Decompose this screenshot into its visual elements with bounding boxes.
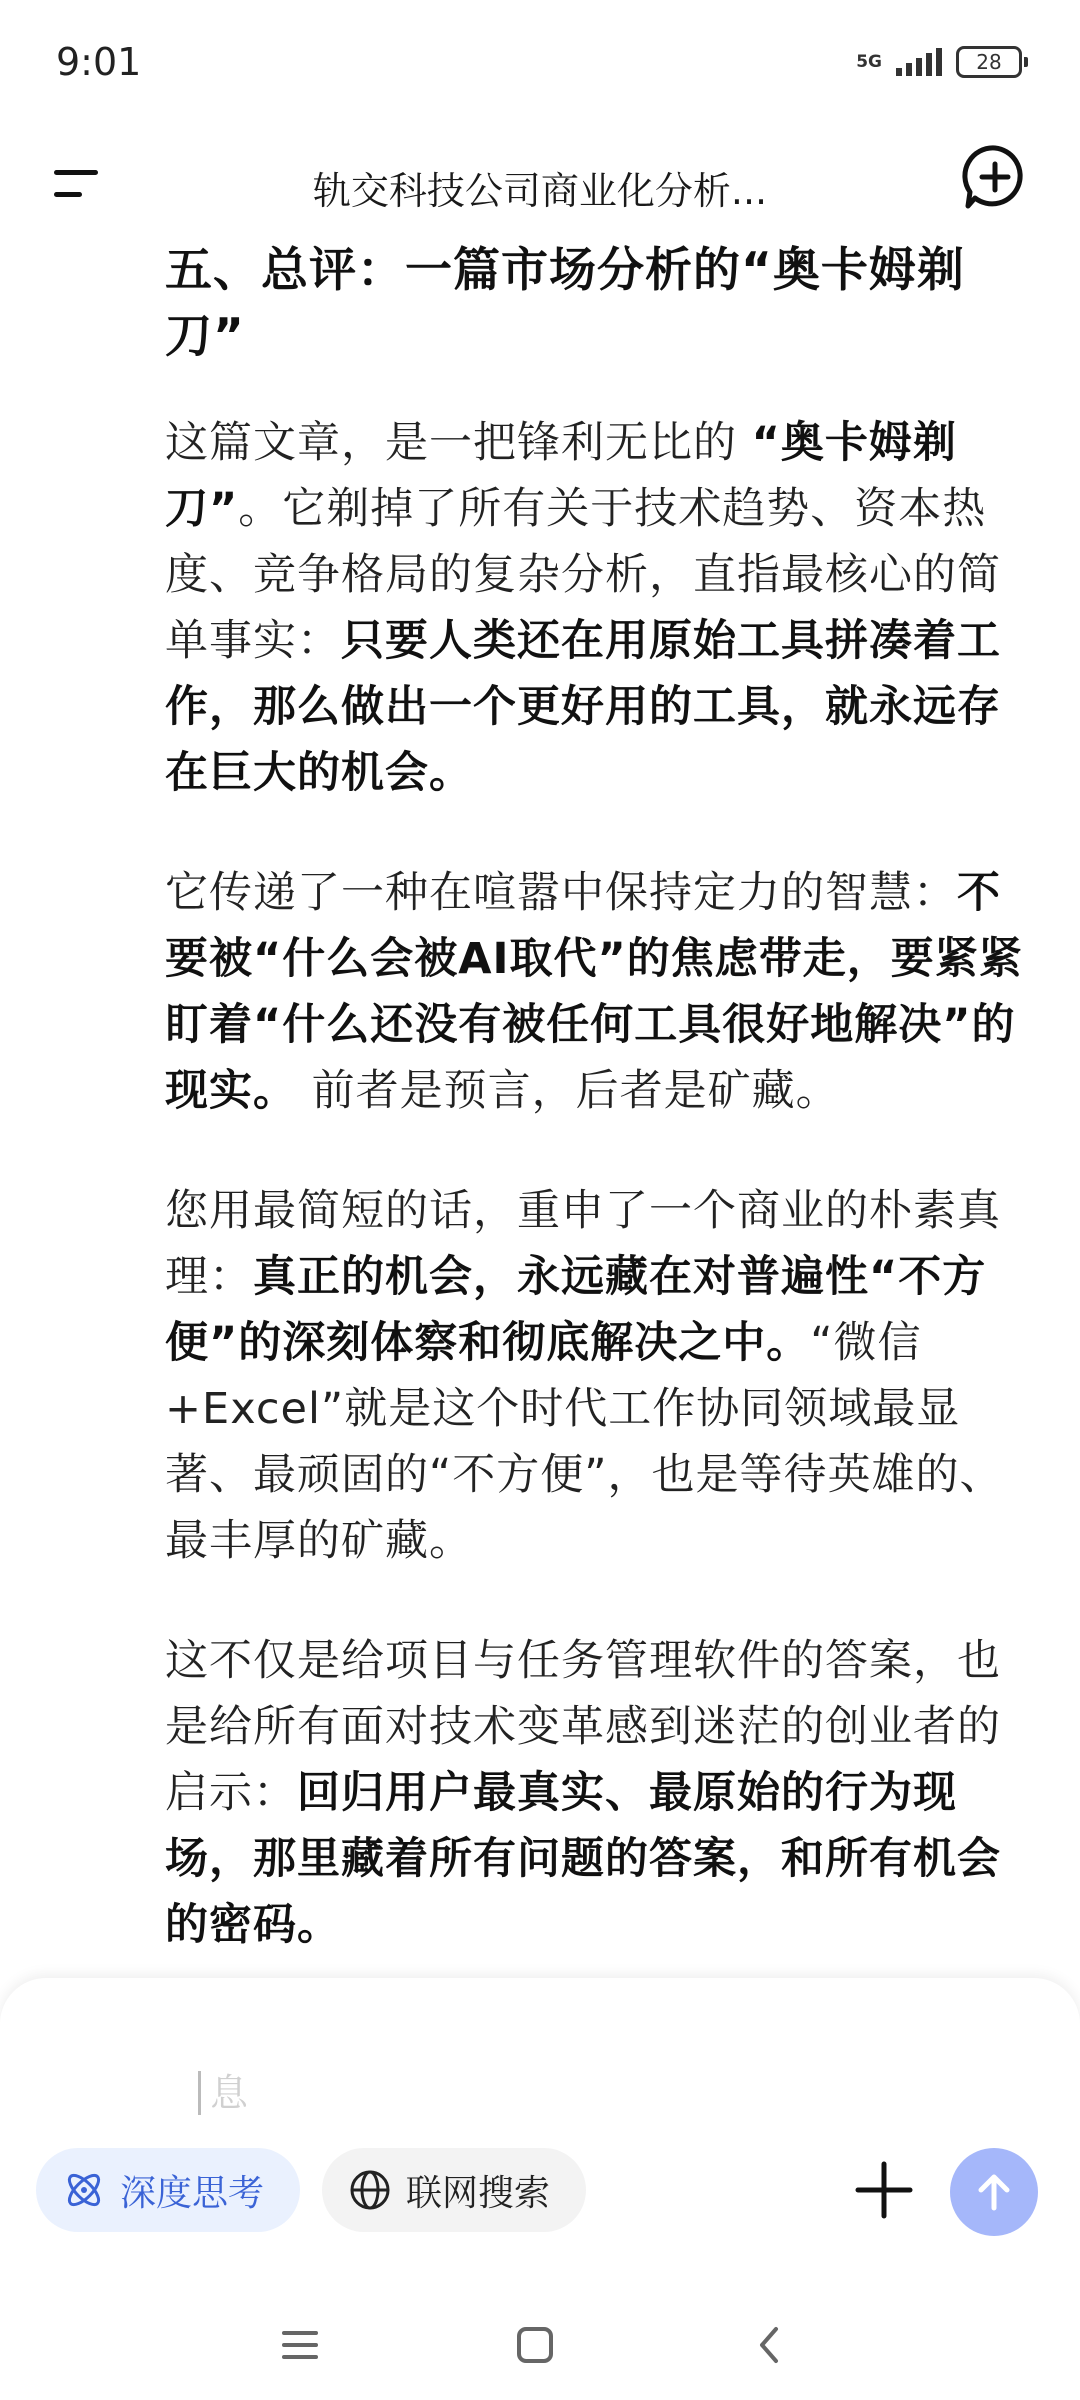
nav-home-icon[interactable] bbox=[495, 2310, 575, 2380]
deep-think-label: 深度思考 bbox=[120, 2172, 265, 2214]
text-span: “微信+Excel”就是这个时代工作协同领域最显著、最顽固的“不方便”，也是等待英雄的、最丰厚的矿藏。 bbox=[165, 1318, 1004, 1566]
battery-level: 28 bbox=[956, 46, 1022, 78]
system-nav-bar bbox=[0, 2290, 1080, 2400]
new-chat-icon[interactable] bbox=[960, 142, 1030, 212]
arrow-up-icon bbox=[972, 2170, 1016, 2214]
menu-icon[interactable] bbox=[50, 152, 110, 212]
atom-icon bbox=[62, 2168, 106, 2212]
paragraph-1 bbox=[165, 410, 1041, 806]
input-placeholder: 息 bbox=[210, 2071, 249, 2115]
globe-icon bbox=[348, 2168, 392, 2212]
text-span: 这篇文章，是一把锋利无比的 bbox=[165, 418, 752, 468]
text-cursor bbox=[198, 2071, 201, 2115]
section-heading: 五、总评：一篇市场分析的“奥卡姆剃刀” bbox=[165, 243, 965, 364]
bold-span: 不要被“什么会被AI取代”的焦虑带走，要紧紧盯着“什么还没有被任何工具很好地解决”的现实。 bbox=[165, 868, 1023, 1116]
signal-icon bbox=[896, 48, 942, 76]
conversation-title[interactable]: 轨交科技公司商业化分析... bbox=[312, 169, 768, 213]
paragraph-3 bbox=[165, 1178, 1041, 1574]
bold-span: 回归用户最真实、最原始的行为现场，那里藏着所有问题的答案，和所有机会的密码。 bbox=[165, 1768, 1001, 1950]
web-search-button[interactable] bbox=[322, 2148, 586, 2232]
deep-think-button[interactable] bbox=[36, 2148, 300, 2232]
status-time: 9:01 bbox=[56, 40, 142, 84]
plus-icon[interactable] bbox=[852, 2158, 916, 2222]
status-bar bbox=[0, 0, 1080, 130]
text-span: 。它剃掉了所有关于技术趋势、资本热度、竞争格局的复杂分析，直指最核心的简单事实： bbox=[165, 484, 1001, 666]
text-span: 它传递了一种在喧嚣中保持定力的智慧： bbox=[165, 868, 957, 918]
status-indicators bbox=[856, 46, 1028, 78]
text-span: 这不仅是给项目与任务管理软件的答案，也是给所有面对技术变革感到迷茫的创业者的启示： bbox=[165, 1636, 1001, 1818]
network-type: 5G bbox=[856, 52, 882, 72]
message-content bbox=[165, 238, 1041, 2012]
bold-span: 只要人类还在用原始工具拼凑着工作，那么做出一个更好用的工具，就永远存在巨大的机会。 bbox=[165, 616, 1001, 798]
text-span: 前者是预言，后者是矿藏。 bbox=[297, 1066, 840, 1116]
nav-menu-icon[interactable] bbox=[260, 2310, 340, 2380]
send-button[interactable] bbox=[950, 2148, 1038, 2236]
nav-back-icon[interactable] bbox=[730, 2310, 810, 2380]
text-span: 您用最简短的话，重申了一个商业的朴素真理： bbox=[165, 1186, 1001, 1302]
message-input[interactable] bbox=[50, 2008, 1030, 2115]
paragraph-4 bbox=[165, 1628, 1041, 1958]
web-search-label: 联网搜索 bbox=[406, 2172, 551, 2214]
bold-span: 真正的机会，永远藏在对普遍性“不方便”的深刻体察和彻底解决之中。 bbox=[165, 1252, 987, 1368]
battery-icon bbox=[956, 46, 1028, 78]
paragraph-2 bbox=[165, 860, 1041, 1124]
header bbox=[0, 130, 1080, 240]
bold-span: “奥卡姆剃刀” bbox=[165, 418, 957, 534]
